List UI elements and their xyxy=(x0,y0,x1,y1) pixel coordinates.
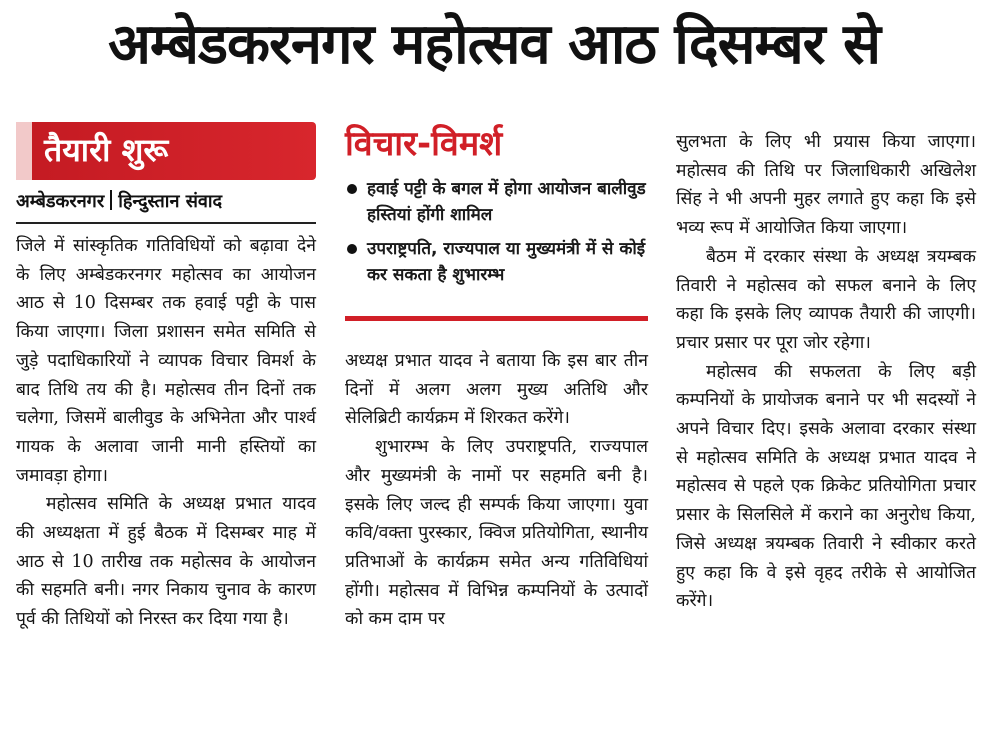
sidebar-divider xyxy=(345,316,648,321)
body-paragraph: बैठम में दरकार संस्था के अध्यक्ष त्रयम्बक तिवारी ने महोत्सव को सफल बनाने के लिए कहा कि इसके लिए व्यापक तैयारी की जाएगी। प्रचार प्रसार पर पूरा जोर रहेगा। xyxy=(676,246,976,353)
article-column-3 xyxy=(676,128,976,616)
sidebar-bullet-text: उपराष्ट्रपति, राज्यपाल या मुख्यमंत्री में से कोई कर सकता है शुभारम्भ xyxy=(367,239,646,285)
bullet-dot-icon xyxy=(347,184,357,194)
sidebar-bullet xyxy=(345,176,648,228)
sidebar-bullet-text: हवाई पट्टी के बगल में होगा आयोजन बालीवुड हस्तियां होंगी शामिल xyxy=(367,179,646,225)
byline-place: अम्बेडकरनगर xyxy=(16,191,105,212)
headline: अम्बेडकरनगर महोत्सव आठ दिसम्बर से xyxy=(108,12,880,77)
sidebar-title: विचार-विमर्श xyxy=(345,124,503,164)
bullet-dot-icon xyxy=(347,244,357,254)
kicker-label: तैयारी शुरू xyxy=(44,131,169,169)
body-paragraph: जिले में सांस्कृतिक गतिविधियों को बढ़ावा देने के लिए अम्बेडकरनगर महोत्सव का आयोजन आठ से 10 दिसम्बर तक हवाई पट्टी के पास किया जाएगा। जिला प्रशासन समेत समिति से जुड़े पदाधिकारियों ने व्यापक विचार विमर्श के बाद तिथि तय की है। महोत्सव तीन दिनों तक चलेगा, जिसमें बालीवुड के अभिनेता और पार्श्व गायक के अलावा जानी मानी हस्तियों का जमावड़ा होगा। xyxy=(16,236,316,486)
byline-divider xyxy=(16,222,316,224)
kicker-banner xyxy=(16,122,316,180)
body-paragraph: शुभारम्भ के लिए उपराष्ट्रपति, राज्यपाल और मुख्यमंत्री के नामों पर सहमति बनी है। इसके लिए जल्द ही सम्पर्क किया जाएगा। युवा कवि/वक्ता पुरस्कार, क्विज प्रतियोगिता, स्थानीय प्रतिभाओं के कार्यक्रम समेत अन्य गतिविधियां होंगी। महोत्सव में विभिन्न कम्पनियों के उत्पादों को कम दाम पर xyxy=(345,437,648,630)
byline xyxy=(16,188,316,216)
byline-source: हिन्दुस्तान संवाद xyxy=(118,191,223,212)
body-paragraph: महोत्सव समिति के अध्यक्ष प्रभात यादव की अध्यक्षता में हुई बैठक में दिसम्बर माह में आठ से 10 तारीख तक महोत्सव के आयोजन की सहमति बनी। नगर निकाय चुनाव के कारण पूर्व की तिथियों को निरस्त कर दिया गया है। xyxy=(16,494,316,630)
byline-separator xyxy=(110,190,112,210)
sidebar-bullet xyxy=(345,236,648,288)
body-paragraph: महोत्सव की सफलता के लिए बड़ी कम्पनियों के प्रायोजक बनाने पर भी सदस्यों ने अपने विचार दिए। इसके अलावा दरकार संस्था से महोत्सव समिति के अध्यक्ष प्रभात यादव ने महोत्सव से पहले एक क्रिकेट प्रतियोगिता प्रचार प्रसार के सिलसिले में कराने का अनुरोध किया, जिसे अध्यक्ष त्रयम्बक तिवारी ने स्वीकार करते हुए कहा कि वे इसे वृहद तरीके से आयोजित करेंगे। xyxy=(676,361,976,612)
article-column-1 xyxy=(16,120,316,634)
body-paragraph: अध्यक्ष प्रभात यादव ने बताया कि इस बार तीन दिनों में अलग अलग मुख्य अतिथि और सेलिब्रिटी कार्यक्रम में शिरकत करेंगे। xyxy=(345,351,648,429)
body-paragraph: सुलभता के लिए भी प्रयास किया जाएगा। महोत्सव की तिथि पर जिलाधिकारी अखिलेश सिंह ने भी अपनी मुहर लगाते हुए कहा कि इसे भव्य रूप में आयोजित किया जाएगा। xyxy=(676,132,976,239)
article-column-2 xyxy=(345,120,648,634)
